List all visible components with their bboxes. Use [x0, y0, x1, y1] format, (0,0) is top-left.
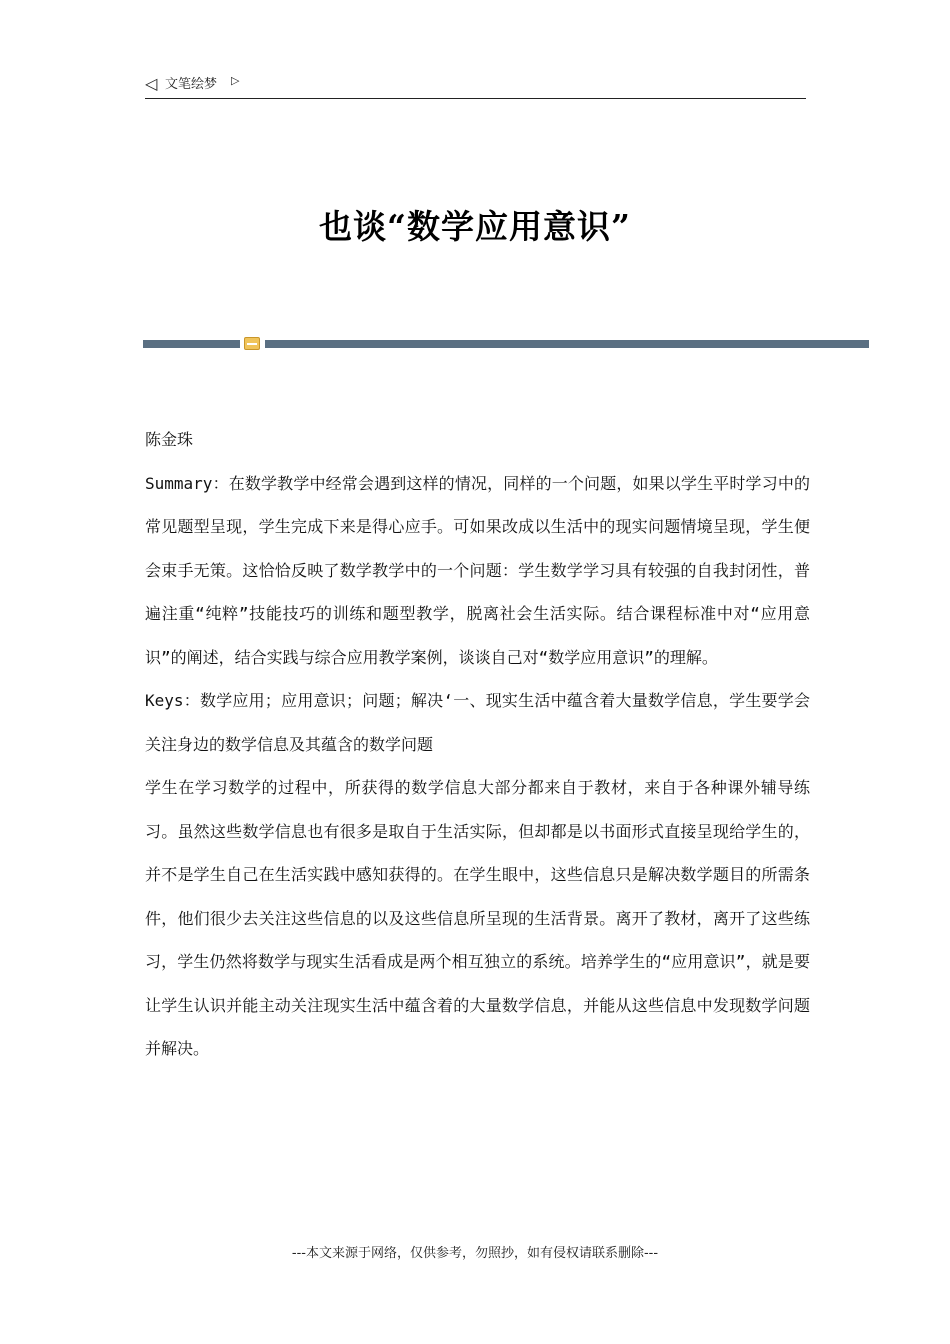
page-header	[145, 72, 806, 99]
divider-bar-right	[265, 340, 869, 348]
right-triangle-icon: ▷	[231, 74, 240, 87]
left-triangle-icon: ◁	[145, 74, 158, 93]
header-brand: 文笔绘梦	[165, 77, 218, 92]
divider-bar-left	[143, 340, 240, 348]
document-title: 也谈“数学应用意识”	[319, 207, 631, 246]
summary-paragraph: Summary：在数学教学中经常会遇到这样的情况，同样的一个问题，如果以学生平时学习中的常见题型呈现，学生完成下来是得心应手。可如果改成以生活中的现实问题情境呈现，学生便会束手无策。这恰恰反映了数学教学中的一个问题：学生数学学习具有较强的自我封闭性，普遍注重“纯粹”技能技巧的训练和题型教学，脱离社会生活实际。结合课程标准中对“应用意识”的阐述，结合实践与综合应用教学案例，谈谈自己对“数学应用意识”的理解。	[145, 473, 810, 667]
keys-paragraph: Keys：数学应用；应用意识；问题；解决‘一、现实生活中蕴含着大量数学信息，学生要学会关注身边的数学信息及其蕴含的数学问题	[145, 691, 810, 754]
author-name: 陈金珠	[145, 430, 194, 449]
footer-disclaimer: ---本文来源于网络，仅供参考，勿照抄，如有侵权请联系删除---	[291, 1246, 659, 1261]
document-body	[145, 418, 810, 1071]
body-paragraph: 学生在学习数学的过程中，所获得的数学信息大部分都来自于教材，来自于各种课外辅导练习。虽然这些数学信息也有很多是取自于生活实际，但却都是以书面形式直接呈现给学生的，并不是学生自己在生活实践中感知获得的。在学生眼中，这些信息只是解决数学题目的所需条件，他们很少去关注这些信息的以及这些信息所呈现的生活背景。离开了教材，离开了这些练习，学生仍然将数学与现实生活看成是两个相互独立的系统。培养学生的“应用意识”，就是要让学生认识并能主动关注现实生活中蕴含着的大量数学信息，并能从这些信息中发现数学问题并解决。	[145, 778, 810, 1058]
divider-ornament-icon	[244, 337, 260, 350]
